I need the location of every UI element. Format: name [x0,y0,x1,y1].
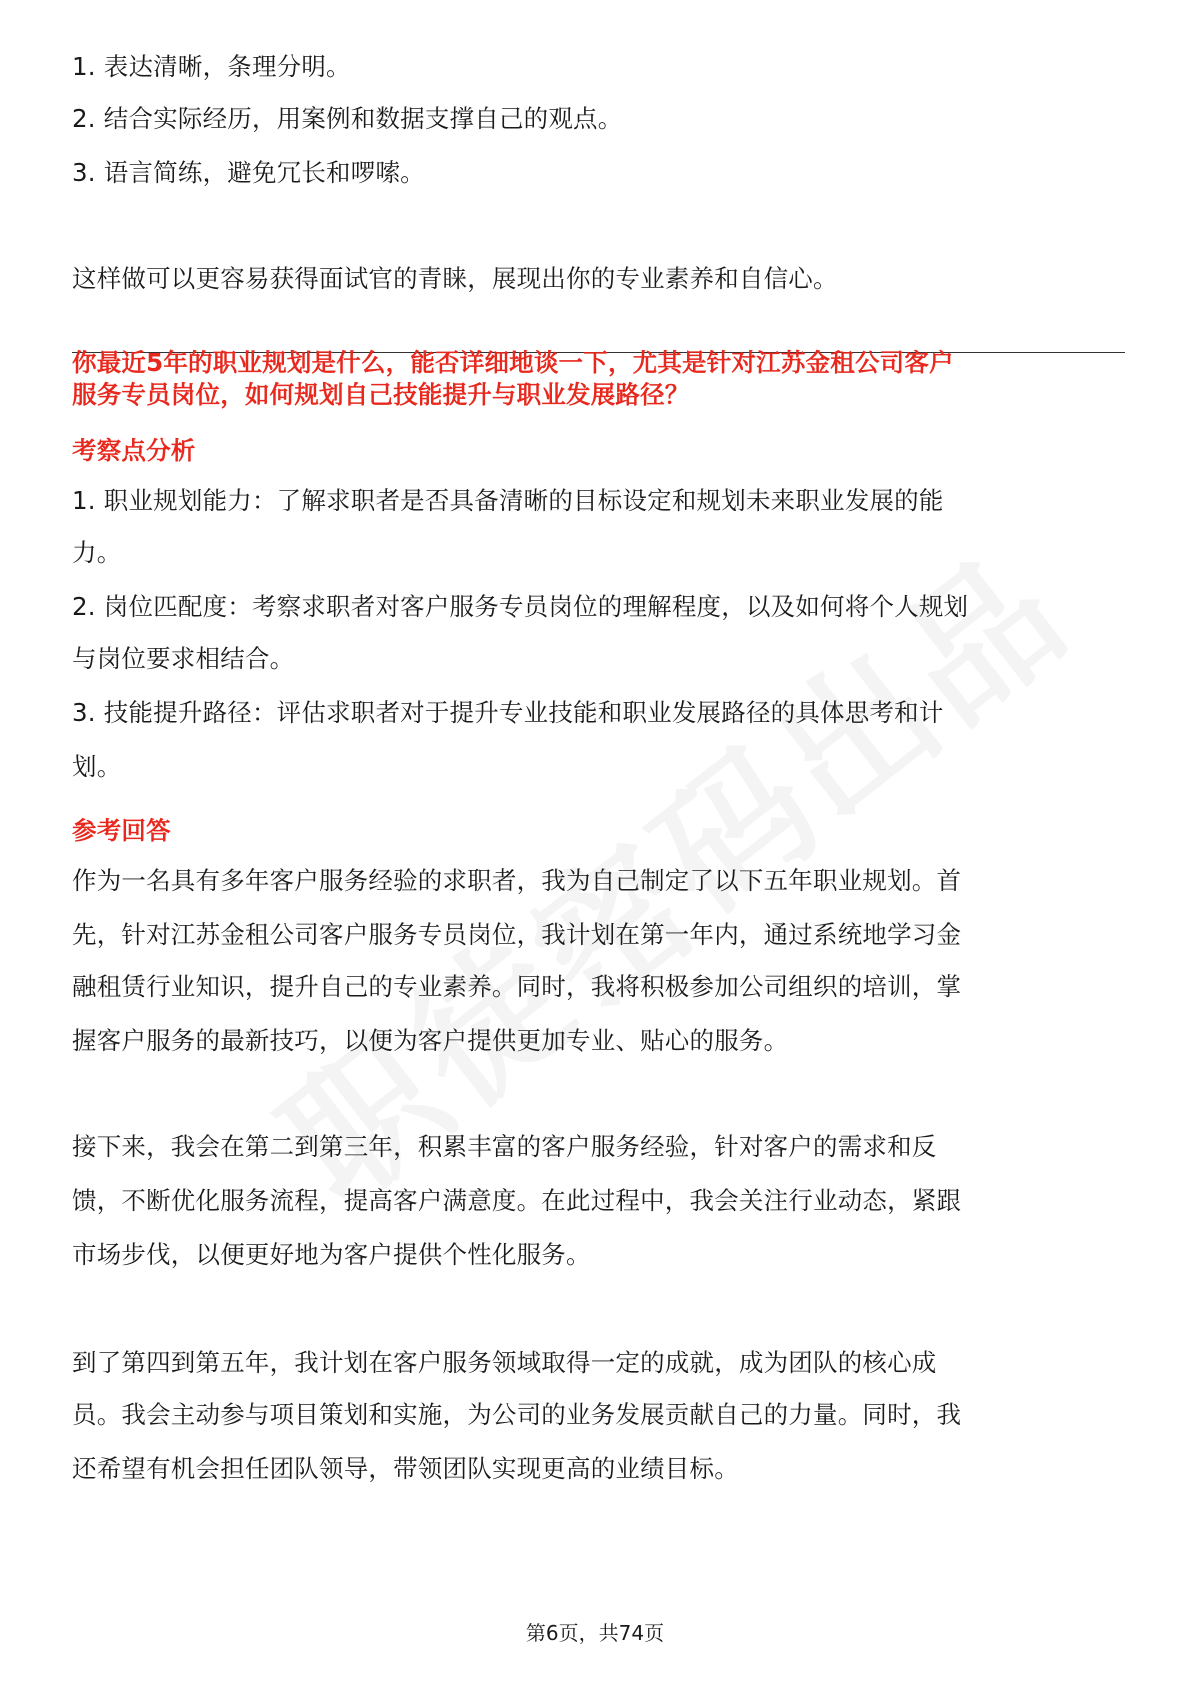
analysis-line: 划。 [72,752,122,781]
answer-line: 还希望有机会担任团队领导，带领团队实现更高的业绩目标。 [72,1454,739,1483]
list-item: 3. 语言简练，避免冗长和啰嗦。 [72,158,425,187]
list-item: 1. 表达清晰，条理分明。 [72,52,351,81]
answer-line: 到了第四到第五年，我计划在客户服务领域取得一定的成就，成为团队的核心成 [72,1348,937,1377]
answer-line: 融租赁行业知识，提升自己的专业素养。同时，我将积极参加公司组织的培训，掌 [72,972,962,1001]
answer-line: 握客户服务的最新技巧，以便为客户提供更加专业、贴心的服务。 [72,1026,789,1055]
analysis-line: 2. 岗位匹配度：考察求职者对客户服务专员岗位的理解程度，以及如何将个人规划 [72,592,969,621]
answer-line: 市场步伐，以便更好地为客户提供个性化服务。 [72,1240,591,1269]
page-number: 第6页，共74页 [525,1621,665,1645]
answer-line: 员。我会主动参与项目策划和实施，为公司的业务发展贡献自己的力量。同时，我 [72,1400,962,1429]
answer-line: 馈，不断优化服务流程，提高客户满意度。在此过程中，我会关注行业动态，紧跟 [72,1186,962,1215]
list-item: 2. 结合实际经历，用案例和数据支撑自己的观点。 [72,104,623,133]
analysis-line: 3. 技能提升路径：评估求职者对于提升专业技能和职业发展路径的具体思考和计 [72,698,944,727]
answer-line: 作为一名具有多年客户服务经验的求职者，我为自己制定了以下五年职业规划。首 [72,866,962,895]
answer-line: 接下来，我会在第二到第三年，积累丰富的客户服务经验，针对客户的需求和反 [72,1132,937,1161]
summary-text: 这样做可以更容易获得面试官的青睐，展现出你的专业素养和自信心。 [72,264,838,293]
analysis-line: 力。 [72,538,122,567]
question-line: 服务专员岗位，如何规划自己技能提升与职业发展路径？ [72,380,690,409]
answer-heading: 参考回答 [72,816,171,845]
analysis-heading: 考察点分析 [72,436,196,465]
question-line: 你最近5年的职业规划是什么，能否详细地谈一下，尤其是针对江苏金租公司客户 [72,348,954,377]
analysis-line: 1. 职业规划能力：了解求职者是否具备清晰的目标设定和规划未来职业发展的能 [72,486,944,515]
answer-line: 先，针对江苏金租公司客户服务专员岗位，我计划在第一年内，通过系统地学习金 [72,920,962,949]
analysis-line: 与岗位要求相结合。 [72,644,295,673]
